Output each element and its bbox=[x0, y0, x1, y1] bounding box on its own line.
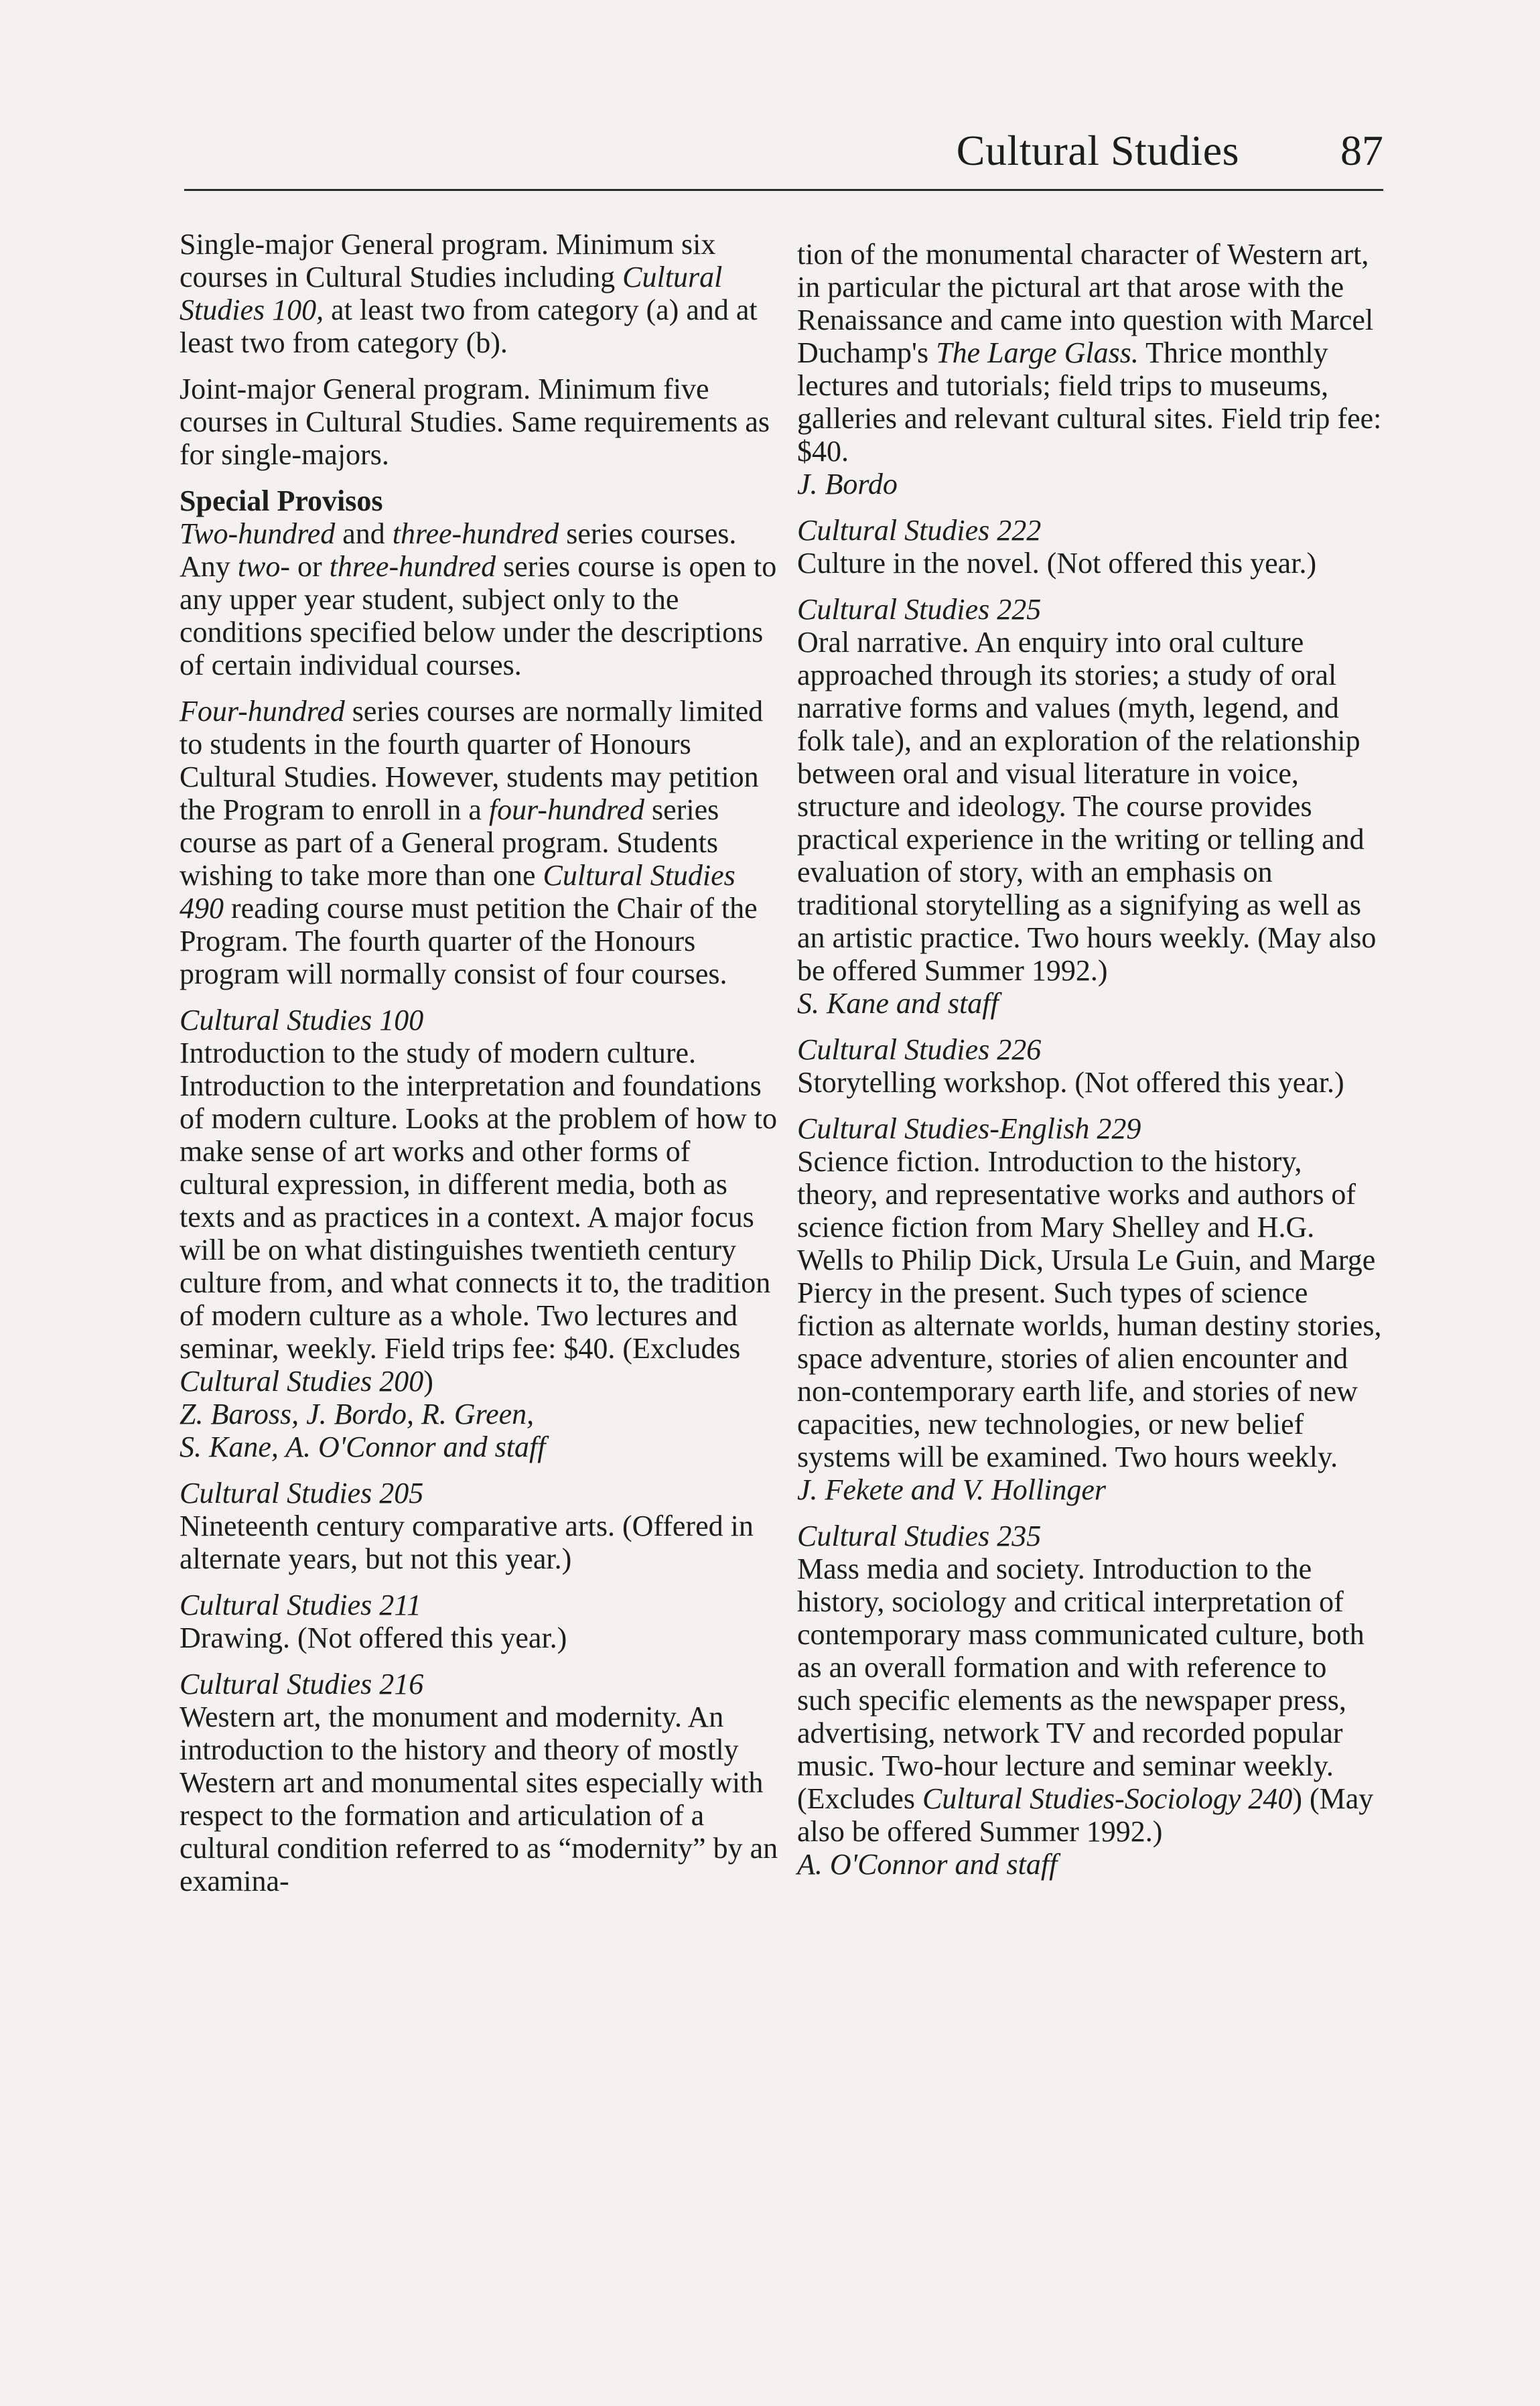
course-entry-continued bbox=[797, 238, 1387, 500]
section-heading: Special Provisos bbox=[180, 484, 383, 517]
course-instructors: S. Kane and staff bbox=[797, 987, 999, 1020]
course-description: Oral narrative. An enquiry into oral culture approached through its stories; a study of oral narrative forms and values (myth, legend, and folk tale), and an exploration of the relationship between oral and visual literature in voice, structure and ideology. The course provides practical experience in the writing or telling and evaluation of story, with an emphasis on traditional storytelling as a signifying as well as an artistic practice. Two hours weekly. (May also be offered Summer 1992.) bbox=[797, 626, 1377, 987]
header-rule bbox=[184, 189, 1383, 191]
course-instructors: Z. Baross, J. Bordo, R. Green, bbox=[180, 1398, 535, 1430]
course-entry bbox=[797, 1520, 1387, 1881]
course-instructors: J. Bordo bbox=[797, 468, 898, 500]
course-title: Cultural Studies 205 bbox=[180, 1477, 424, 1510]
course-entry bbox=[180, 1668, 782, 1897]
course-entry bbox=[797, 1033, 1387, 1099]
course-title: Cultural Studies 222 bbox=[797, 514, 1042, 547]
course-entry bbox=[180, 1004, 782, 1463]
single-major-paragraph: Single-major General program. Minimum six courses in Cultural Studies including Cultural Studies 100, at least two from category (a) and at least two from category (b). bbox=[180, 228, 758, 359]
course-description: Introduction to the study of modern culture. Introduction to the interpretation and foundations of modern culture. Looks at the problem of how to make sense of art works and other forms of cultural expression, in different media, both as texts and as practices in a context. A major focus will be on what distinguishes twentieth century culture from, and what connects it to, the tradition of modern culture as a whole. Two lectures and seminar, weekly. Field trips fee: $40. (Excludes Cultural Studies 200) bbox=[180, 1037, 778, 1398]
course-entry bbox=[180, 1589, 782, 1654]
series-rule: Any two- or three-hundred series course is open to any upper year student, subject only to the conditions specified below under the descriptions of certain individual courses. bbox=[180, 550, 777, 681]
course-description: Storytelling workshop. (Not offered this year.) bbox=[797, 1066, 1344, 1099]
course-description: Western art, the monument and modernity. An introduction to the history and theory of mostly Western art and monumental sites especially with respect to the formation and articulation of a cultural condition referred to as “modernity” by an examina- bbox=[180, 1700, 778, 1897]
page-number: 87 bbox=[1340, 127, 1383, 174]
running-head-title: Cultural Studies bbox=[956, 127, 1239, 174]
course-entry bbox=[180, 1477, 782, 1575]
course-entry bbox=[797, 514, 1387, 580]
series-intro: Two-hundred and three-hundred series courses. bbox=[180, 517, 737, 550]
course-instructors: A. O'Connor and staff bbox=[797, 1848, 1058, 1881]
special-provisos bbox=[180, 484, 782, 681]
course-description: Nineteenth century comparative arts. (Offered in alternate years, but not this year.) bbox=[180, 1510, 754, 1575]
course-description: Science fiction. Introduction to the history, theory, and representative works and authors of science fiction from Mary Shelley and H.G. Wells to Philip Dick, Ursula Le Guin, and Marge Piercy in the present. Such types of science fiction as alternate worlds, human destiny stories, space adventure, stories of alien encounter and non-contemporary earth life, and stories of new capacities, new technologies, or new belief systems will be examined. Two hours weekly. bbox=[797, 1145, 1382, 1473]
course-title: Cultural Studies 211 bbox=[180, 1589, 421, 1621]
course-description: Mass media and society. Introduction to the history, sociology and critical interpretation of contemporary mass communicated culture, both as an overall formation and with reference to such specific elements as the newspaper press, advertising, network TV and recorded popular music. Two-hour lecture and seminar weekly. (Excludes Cultural Studies-Sociology 240) (May also be offered Summer 1992.) bbox=[797, 1552, 1374, 1848]
course-instructors: J. Fekete and V. Hollinger bbox=[797, 1473, 1107, 1506]
course-title: Cultural Studies-English 229 bbox=[797, 1112, 1141, 1145]
left-column bbox=[180, 228, 782, 1911]
course-title: Cultural Studies 226 bbox=[797, 1033, 1042, 1066]
course-description: tion of the monumental character of Western art, in particular the pictural art that arose with the Renaissance and came into question with Marcel Duchamp's The Large Glass. Thrice monthly lectures and tutorials; field trips to museums, galleries and relevant cultural sites. Field trip fee: $40. bbox=[797, 238, 1382, 468]
course-entry bbox=[797, 1112, 1387, 1506]
page-header bbox=[184, 121, 1383, 188]
course-instructors: S. Kane, A. O'Connor and staff bbox=[180, 1430, 546, 1463]
right-column bbox=[797, 238, 1387, 1894]
course-description: Culture in the novel. (Not offered this year.) bbox=[797, 547, 1317, 580]
course-title: Cultural Studies 100 bbox=[180, 1004, 424, 1037]
course-entry bbox=[797, 593, 1387, 1020]
course-title: Cultural Studies 216 bbox=[180, 1668, 424, 1700]
course-title: Cultural Studies 225 bbox=[797, 593, 1042, 626]
course-description: Drawing. (Not offered this year.) bbox=[180, 1621, 567, 1654]
joint-major-paragraph: Joint-major General program. Minimum five courses in Cultural Studies. Same requirements as for single-majors. bbox=[180, 373, 770, 471]
course-title: Cultural Studies 235 bbox=[797, 1520, 1042, 1552]
four-hundred-paragraph: Four-hundred series courses are normally limited to students in the fourth quarter of Honours Cultural Studies. However, students may petition the Program to enroll in a four-hundred series course as part of a General program. Students wishing to take more than one Cultural Studies 490 reading course must petition the Chair of the Program. The fourth quarter of the Honours program will normally consist of four courses. bbox=[180, 695, 764, 990]
